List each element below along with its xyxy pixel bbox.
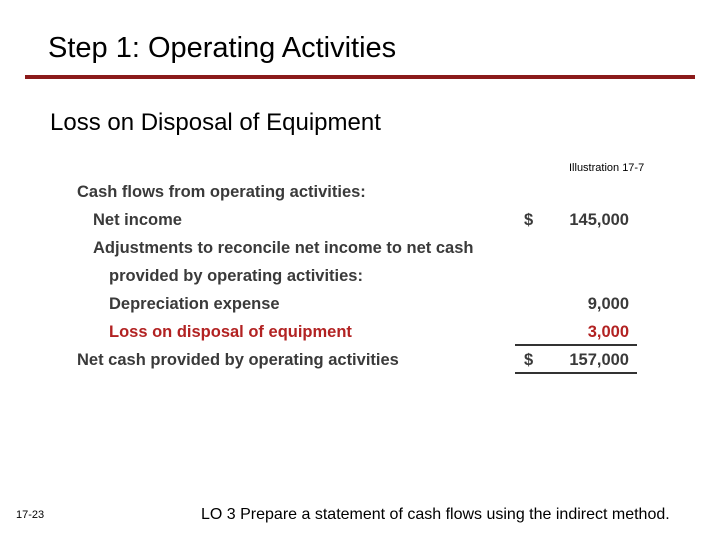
statement-row-net-income bbox=[0, 206, 720, 234]
total-rule bbox=[515, 372, 637, 374]
slide-number: 17-23 bbox=[16, 509, 45, 521]
loss-on-disposal-amount: 3,000 bbox=[587, 323, 629, 341]
net-cash-label: Net cash provided by operating activities bbox=[77, 351, 399, 369]
net-income-amount: 145,000 bbox=[569, 211, 629, 229]
statement-row-adjustments-1 bbox=[0, 234, 720, 262]
statement-row-adjustments-2 bbox=[0, 262, 720, 290]
statement-row-depreciation bbox=[0, 290, 720, 318]
net-cash-currency: $ bbox=[524, 351, 534, 369]
title-underline bbox=[25, 75, 695, 79]
net-income-label: Net income bbox=[93, 211, 182, 229]
loss-on-disposal-label: Loss on disposal of equipment bbox=[109, 323, 352, 341]
net-income-currency: $ bbox=[524, 211, 534, 229]
adjustments-label-line2: provided by operating activities: bbox=[109, 267, 363, 285]
learning-objective-footer: LO 3 Prepare a statement of cash flows using the indirect method. bbox=[201, 506, 670, 523]
illustration-label: Illustration 17-7 bbox=[569, 162, 645, 174]
slide-title: Step 1: Operating Activities bbox=[48, 32, 397, 64]
adjustments-label-line1: Adjustments to reconcile net income to net cash bbox=[93, 239, 474, 257]
statement-row-header bbox=[0, 178, 720, 206]
slide-subtitle: Loss on Disposal of Equipment bbox=[50, 109, 381, 136]
depreciation-label: Depreciation expense bbox=[109, 295, 280, 313]
depreciation-amount: 9,000 bbox=[587, 295, 629, 313]
statement-row-loss-on-disposal bbox=[0, 318, 720, 346]
net-cash-amount: 157,000 bbox=[569, 351, 629, 369]
statement-row-net-cash bbox=[0, 346, 720, 374]
operating-activities-header: Cash flows from operating activities: bbox=[77, 183, 366, 201]
